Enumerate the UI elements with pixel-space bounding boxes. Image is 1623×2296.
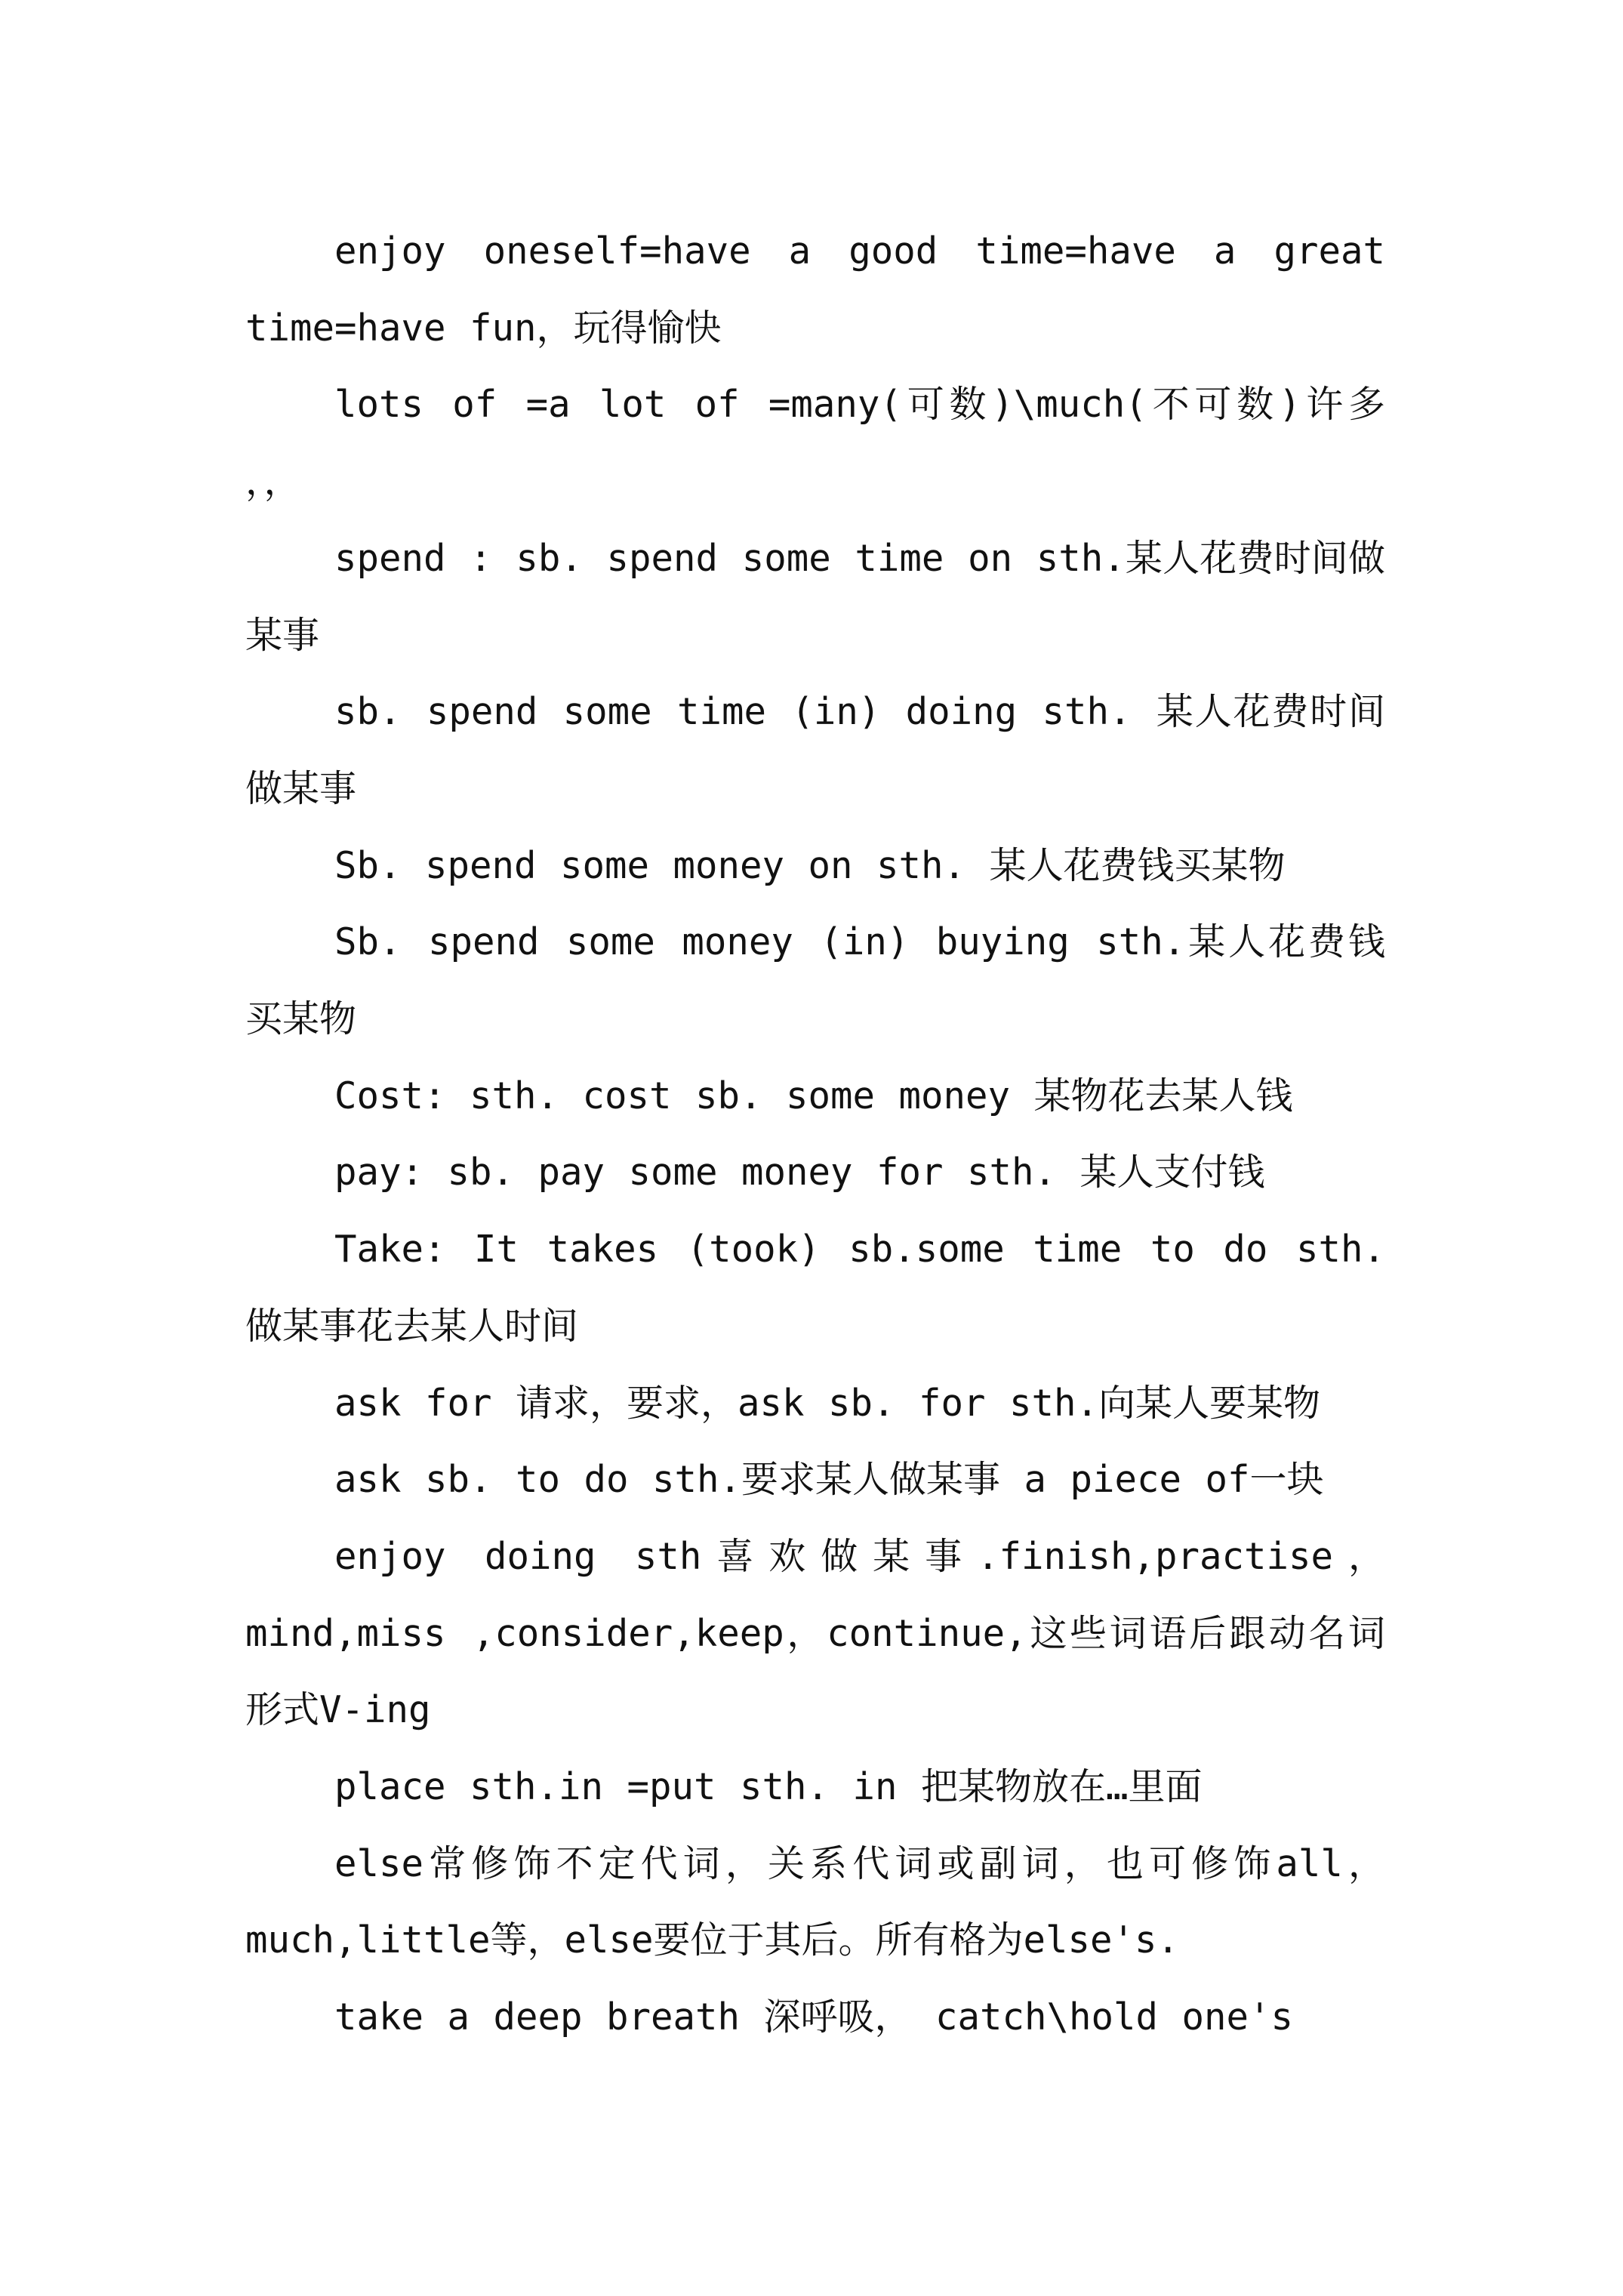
paragraph-lots-of: lots of =a lot of =many(可数)\much(不可数)许多 ，， [245, 383, 1385, 504]
document-body [245, 213, 1385, 2056]
paragraph-else: else常修饰不定代词，关系代词或副词，也可修饰all，much,little等，else要位于其后。所有格为else's. [245, 1841, 1385, 1962]
paragraph-take: Take: It takes (took) sb.some time to do sth.做某事花去某人时间 [245, 1228, 1385, 1348]
paragraph-enjoy-oneself: enjoy oneself=have a good time=have a great time=have fun，玩得愉快 [245, 230, 1385, 350]
paragraph-spend-money-on: Sb. spend some money on sth. 某人花费钱买某物 [334, 843, 1286, 887]
paragraph-ask-for: ask for 请求，要求，ask sb. for sth.向某人要某物 [334, 1381, 1321, 1425]
paragraph-deep-breath: take a deep breath 深呼吸， catch\hold one's [334, 1996, 1294, 2039]
paragraph-spend-time-on: spend : sb. spend some time on sth.某人花费时间做某事 [245, 536, 1385, 657]
paragraph-spend-money-buying: Sb. spend some money (in) buying sth.某人花费钱买某物 [245, 920, 1385, 1041]
paragraph-cost: Cost: sth. cost sb. some money 某物花去某人钱 [334, 1074, 1293, 1117]
paragraph-pay: pay: sb. pay some money for sth. 某人支付钱 [334, 1151, 1265, 1194]
paragraph-place-in: place sth.in =put sth. in 把某物放在…里面 [334, 1765, 1203, 1809]
paragraph-ask-to-do: ask sb. to do sth.要求某人做某事 a piece of一块 [334, 1458, 1324, 1502]
paragraph-spend-time-doing: sb. spend some time (in) doing sth. 某人花费时间做某事 [245, 690, 1385, 810]
paragraph-enjoy-doing: enjoy doing sth喜欢做某事.finish,practise，mind,miss ,consider,keep，continue,这些词语后跟动名词形式V-ing [245, 1534, 1385, 1732]
